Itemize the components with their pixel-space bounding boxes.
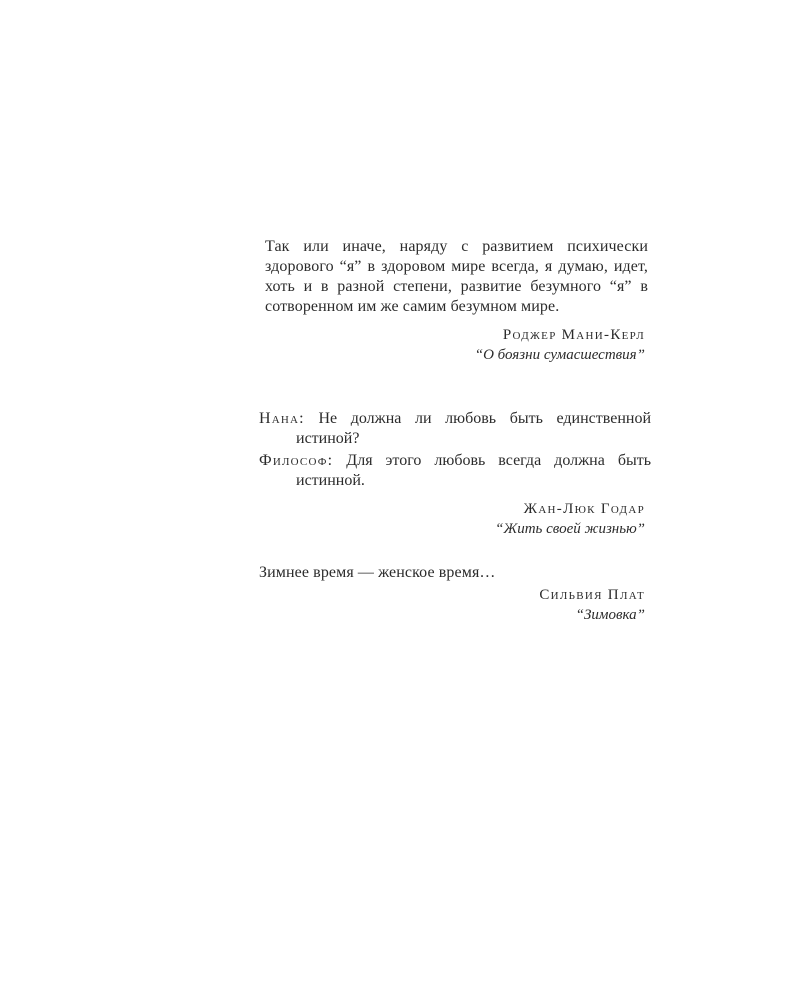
quote-text: Так или иначе, наряду с развитием психически здорового “я” в здоровом мире всегда, я думаю, идет, хоть и в разной степени, развитие безумного “я” в сотворенном им же самим безумном мире. xyxy=(265,238,648,315)
quote-author: Сильвия Плат xyxy=(539,587,645,603)
dialog-line xyxy=(259,451,651,491)
epigraph-winter xyxy=(259,563,651,625)
quote-author: Роджер Мани-Керл xyxy=(502,327,645,343)
dialog-text: Не должна ли любовь быть единственной истиной? xyxy=(296,410,651,447)
dialog-speaker: Нана: xyxy=(259,410,305,427)
epigraph-madness xyxy=(259,237,651,365)
quote-author: Жан-Люк Годар xyxy=(523,501,645,517)
epigraph-dialog xyxy=(259,409,651,539)
dialog-speaker: Философ: xyxy=(259,452,334,469)
quote-text: Зимнее время — женское время… xyxy=(259,564,496,581)
quote-source: “Жить своей жизнью” xyxy=(495,521,645,537)
dialog-line xyxy=(259,409,651,449)
dialog-text: Для этого любовь всегда должна быть истинной. xyxy=(296,452,652,489)
quote-source: “О боязни сумасшествия” xyxy=(474,347,645,363)
quote-source: “Зимовка” xyxy=(575,607,645,623)
